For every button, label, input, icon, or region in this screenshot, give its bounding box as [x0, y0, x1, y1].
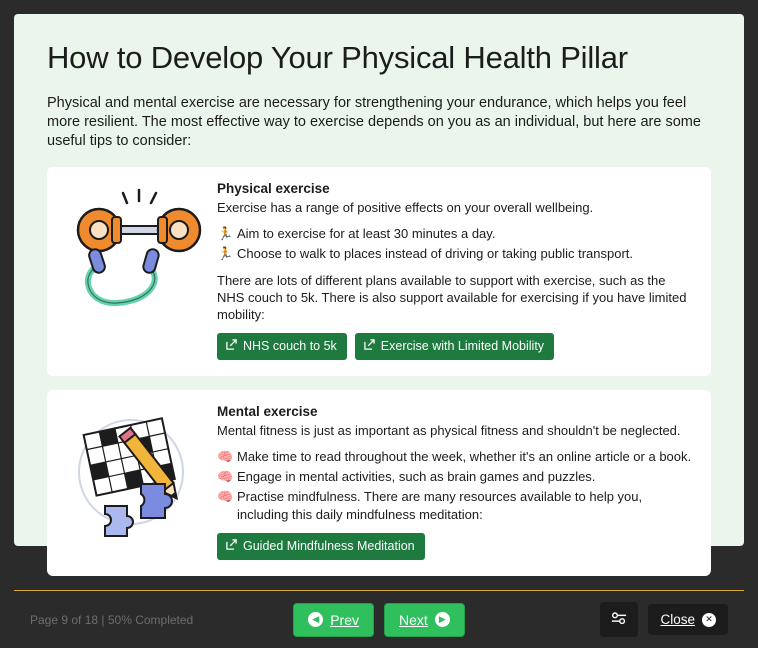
- button-label: Exercise with Limited Mobility: [380, 339, 545, 353]
- accessibility-settings-icon: [611, 611, 627, 628]
- mental-exercise-links: [217, 533, 693, 560]
- physical-exercise-links: [217, 333, 693, 360]
- physical-exercise-content: [213, 181, 693, 360]
- running-person-icon: 🏃: [217, 226, 234, 241]
- mental-exercise-content: [213, 404, 693, 560]
- button-label: Guided Mindfulness Meditation: [243, 539, 415, 553]
- brain-icon: 🧠: [217, 489, 234, 504]
- card-note: There are lots of different plans available to support with exercise, such as the NHS couch to 5k. There is also support available for exercising if you have limited mobility:: [217, 273, 687, 322]
- brain-icon: 🧠: [217, 469, 234, 484]
- prev-button[interactable]: [293, 603, 374, 637]
- external-link-icon: [226, 339, 237, 353]
- list-item-text: Choose to walk to places instead of driving or taking public transport.: [237, 246, 633, 261]
- mental-exercise-card: [47, 390, 711, 576]
- button-label: NHS couch to 5k: [243, 339, 337, 353]
- modal-body: [14, 14, 744, 590]
- list-item: [217, 488, 693, 524]
- physical-exercise-bullets: [217, 225, 693, 263]
- external-link-icon: [226, 539, 237, 553]
- exercise-limited-mobility-link-button[interactable]: [355, 333, 554, 360]
- close-button-label: Close: [660, 612, 695, 627]
- next-button-label: Next: [399, 611, 428, 628]
- external-link-icon: [364, 339, 375, 353]
- prev-button-label: Prev: [330, 611, 359, 628]
- mental-exercise-bullets: [217, 448, 693, 524]
- card-lead: Exercise has a range of positive effects on your overall wellbeing.: [217, 200, 594, 215]
- health-pillar-modal: [14, 14, 744, 628]
- next-button[interactable]: [384, 603, 465, 637]
- list-item: [217, 225, 693, 243]
- accessibility-settings-button[interactable]: [600, 602, 638, 637]
- intro-paragraph: Physical and mental exercise are necessary for strengthening your endurance, which helps you feel more resilient. The most effective way to exercise depends on you as an individual, but here are some useful tips to consider:: [47, 95, 701, 149]
- list-item: [217, 448, 693, 466]
- modal-footer: [14, 590, 744, 648]
- chevron-left-icon: ◀: [308, 612, 323, 627]
- page-title: How to Develop Your Physical Health Pillar: [47, 40, 628, 75]
- running-person-icon: 🏃: [217, 246, 234, 261]
- dumbbell-skipping-rope-illustration: [61, 181, 213, 360]
- close-icon: ✕: [702, 613, 716, 627]
- list-item-text: Practise mindfulness. There are many resources available to help you, including this daily mindfulness meditation:: [237, 489, 643, 522]
- list-item: [217, 245, 693, 263]
- list-item-text: Make time to read throughout the week, whether it's an online article or a book.: [237, 449, 692, 464]
- chevron-right-icon: ▶: [435, 612, 450, 627]
- physical-exercise-card: [47, 167, 711, 376]
- page-status: Page 9 of 18 | 50% Completed: [30, 612, 194, 627]
- brain-icon: 🧠: [217, 449, 234, 464]
- card-heading: Mental exercise: [217, 404, 318, 419]
- list-item: [217, 468, 693, 486]
- close-button[interactable]: [648, 604, 728, 635]
- footer-right-controls: [600, 602, 728, 637]
- card-lead: Mental fitness is just as important as physical fitness and shouldn't be neglected.: [217, 423, 681, 438]
- crossword-puzzle-pencil-illustration: [61, 404, 213, 560]
- list-item-text: Aim to exercise for at least 30 minutes a day.: [237, 226, 496, 241]
- nhs-couch-to-5k-link-button[interactable]: [217, 333, 347, 360]
- card-heading: Physical exercise: [217, 181, 330, 196]
- guided-mindfulness-meditation-link-button[interactable]: [217, 533, 425, 560]
- list-item-text: Engage in mental activities, such as brain games and puzzles.: [237, 469, 596, 484]
